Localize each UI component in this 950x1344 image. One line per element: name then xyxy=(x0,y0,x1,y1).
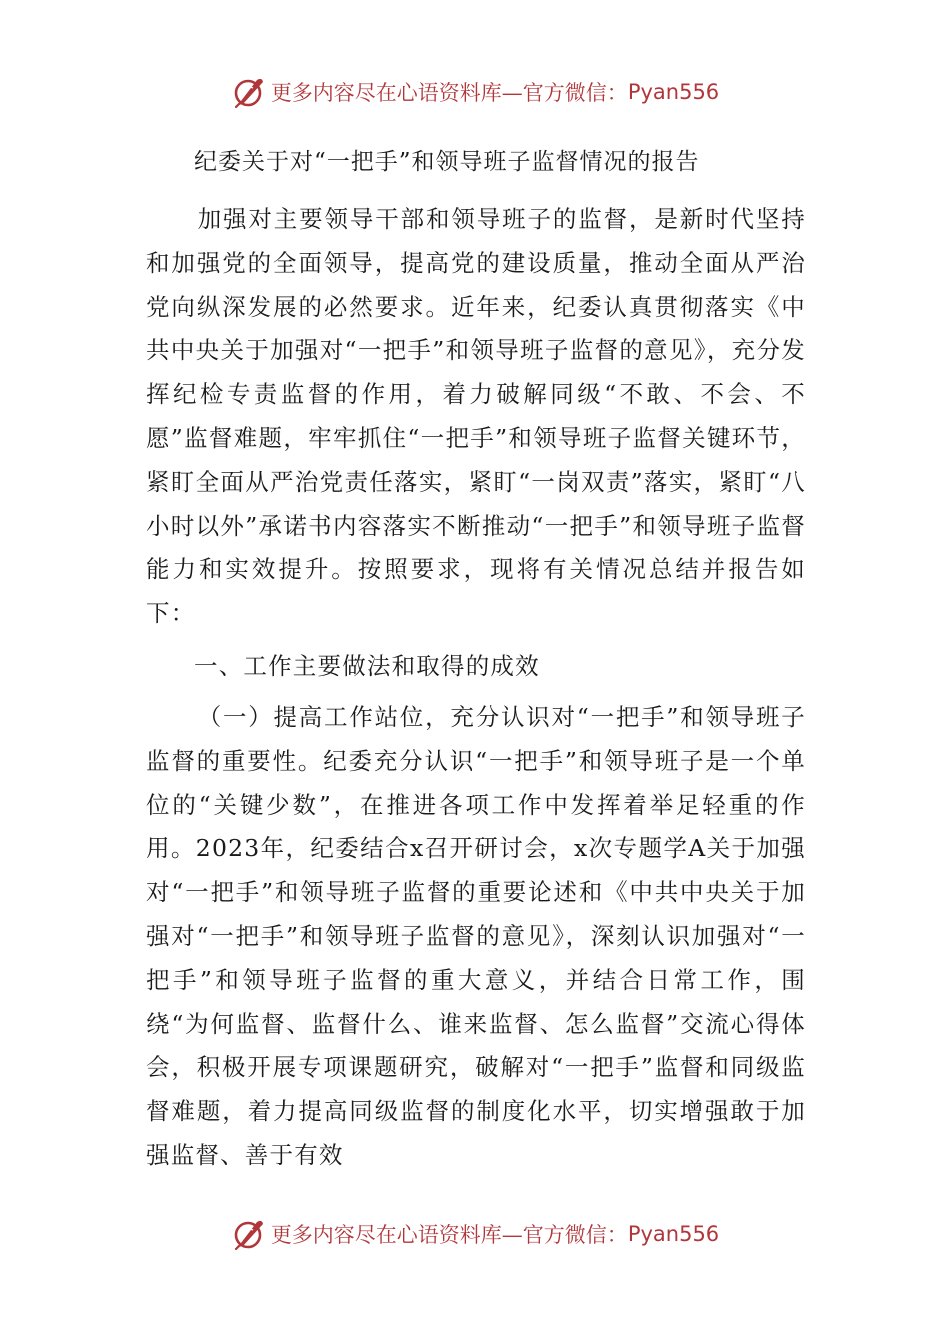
section-heading: 一、工作主要做法和取得的成效 xyxy=(194,651,540,680)
watermark-text: 更多内容尽在心语资料库—官方微信： xyxy=(270,1223,628,1247)
watermark-contact: Pyan556 xyxy=(627,80,720,104)
footer-watermark xyxy=(0,1214,950,1254)
watermark-contact: Pyan556 xyxy=(627,1222,720,1246)
quill-pen-circle-icon xyxy=(231,74,267,110)
quill-pen-circle-icon xyxy=(231,1216,267,1252)
document-body xyxy=(146,140,806,1178)
watermark-text: 更多内容尽在心语资料库—官方微信： xyxy=(270,81,628,105)
section-paragraph: （一）提高工作站位，充分认识对“一把手”和领导班子监督的重要性。纪委充分认识“一把手”和领导班子是一个单位的“关键少数”，在推进各项工作中发挥着举足轻重的作用。2023年，纪委结合x召开研讨会，x次专题学A关于加强对“一把手”和领导班子监督的重要论述和《中共中央关于加强对“一把手”和领导班子监督的意见》，深刻认识加强对“一把手”和领导班子监督的重大意义，并结合日常工作，围绕“为何监督、监督什么、谁来监督、怎么监督”交流心得体会，积极开展专项课题研究，破解对“一把手”监督和同级监督难题，着力提高同级监督的制度化水平，切实增强敢于加强监督、善于有效 xyxy=(146,702,806,1169)
header-watermark xyxy=(0,72,950,112)
document-title: 纪委关于对“一把手”和领导班子监督情况的报告 xyxy=(194,149,700,175)
intro-paragraph: 加强对主要领导干部和领导班子的监督，是新时代坚持和加强党的全面领导，提高党的建设质量，推动全面从严治党向纵深发展的必然要求。近年来，纪委认真贯彻落实《中共中央关于加强对“一把手”和领导班子监督的意见》，充分发挥纪检专责监督的作用，着力破解同级“不敢、不会、不愿”监督难题，牢牢抓住“一把手”和领导班子监督关键环节，紧盯全面从严治党责任落实，紧盯“一岗双责”落实，紧盯“八小时以外”承诺书内容落实不断推动“一把手”和领导班子监督能力和实效提升。按照要求，现将有关情况总结并报告如下： xyxy=(146,205,806,628)
